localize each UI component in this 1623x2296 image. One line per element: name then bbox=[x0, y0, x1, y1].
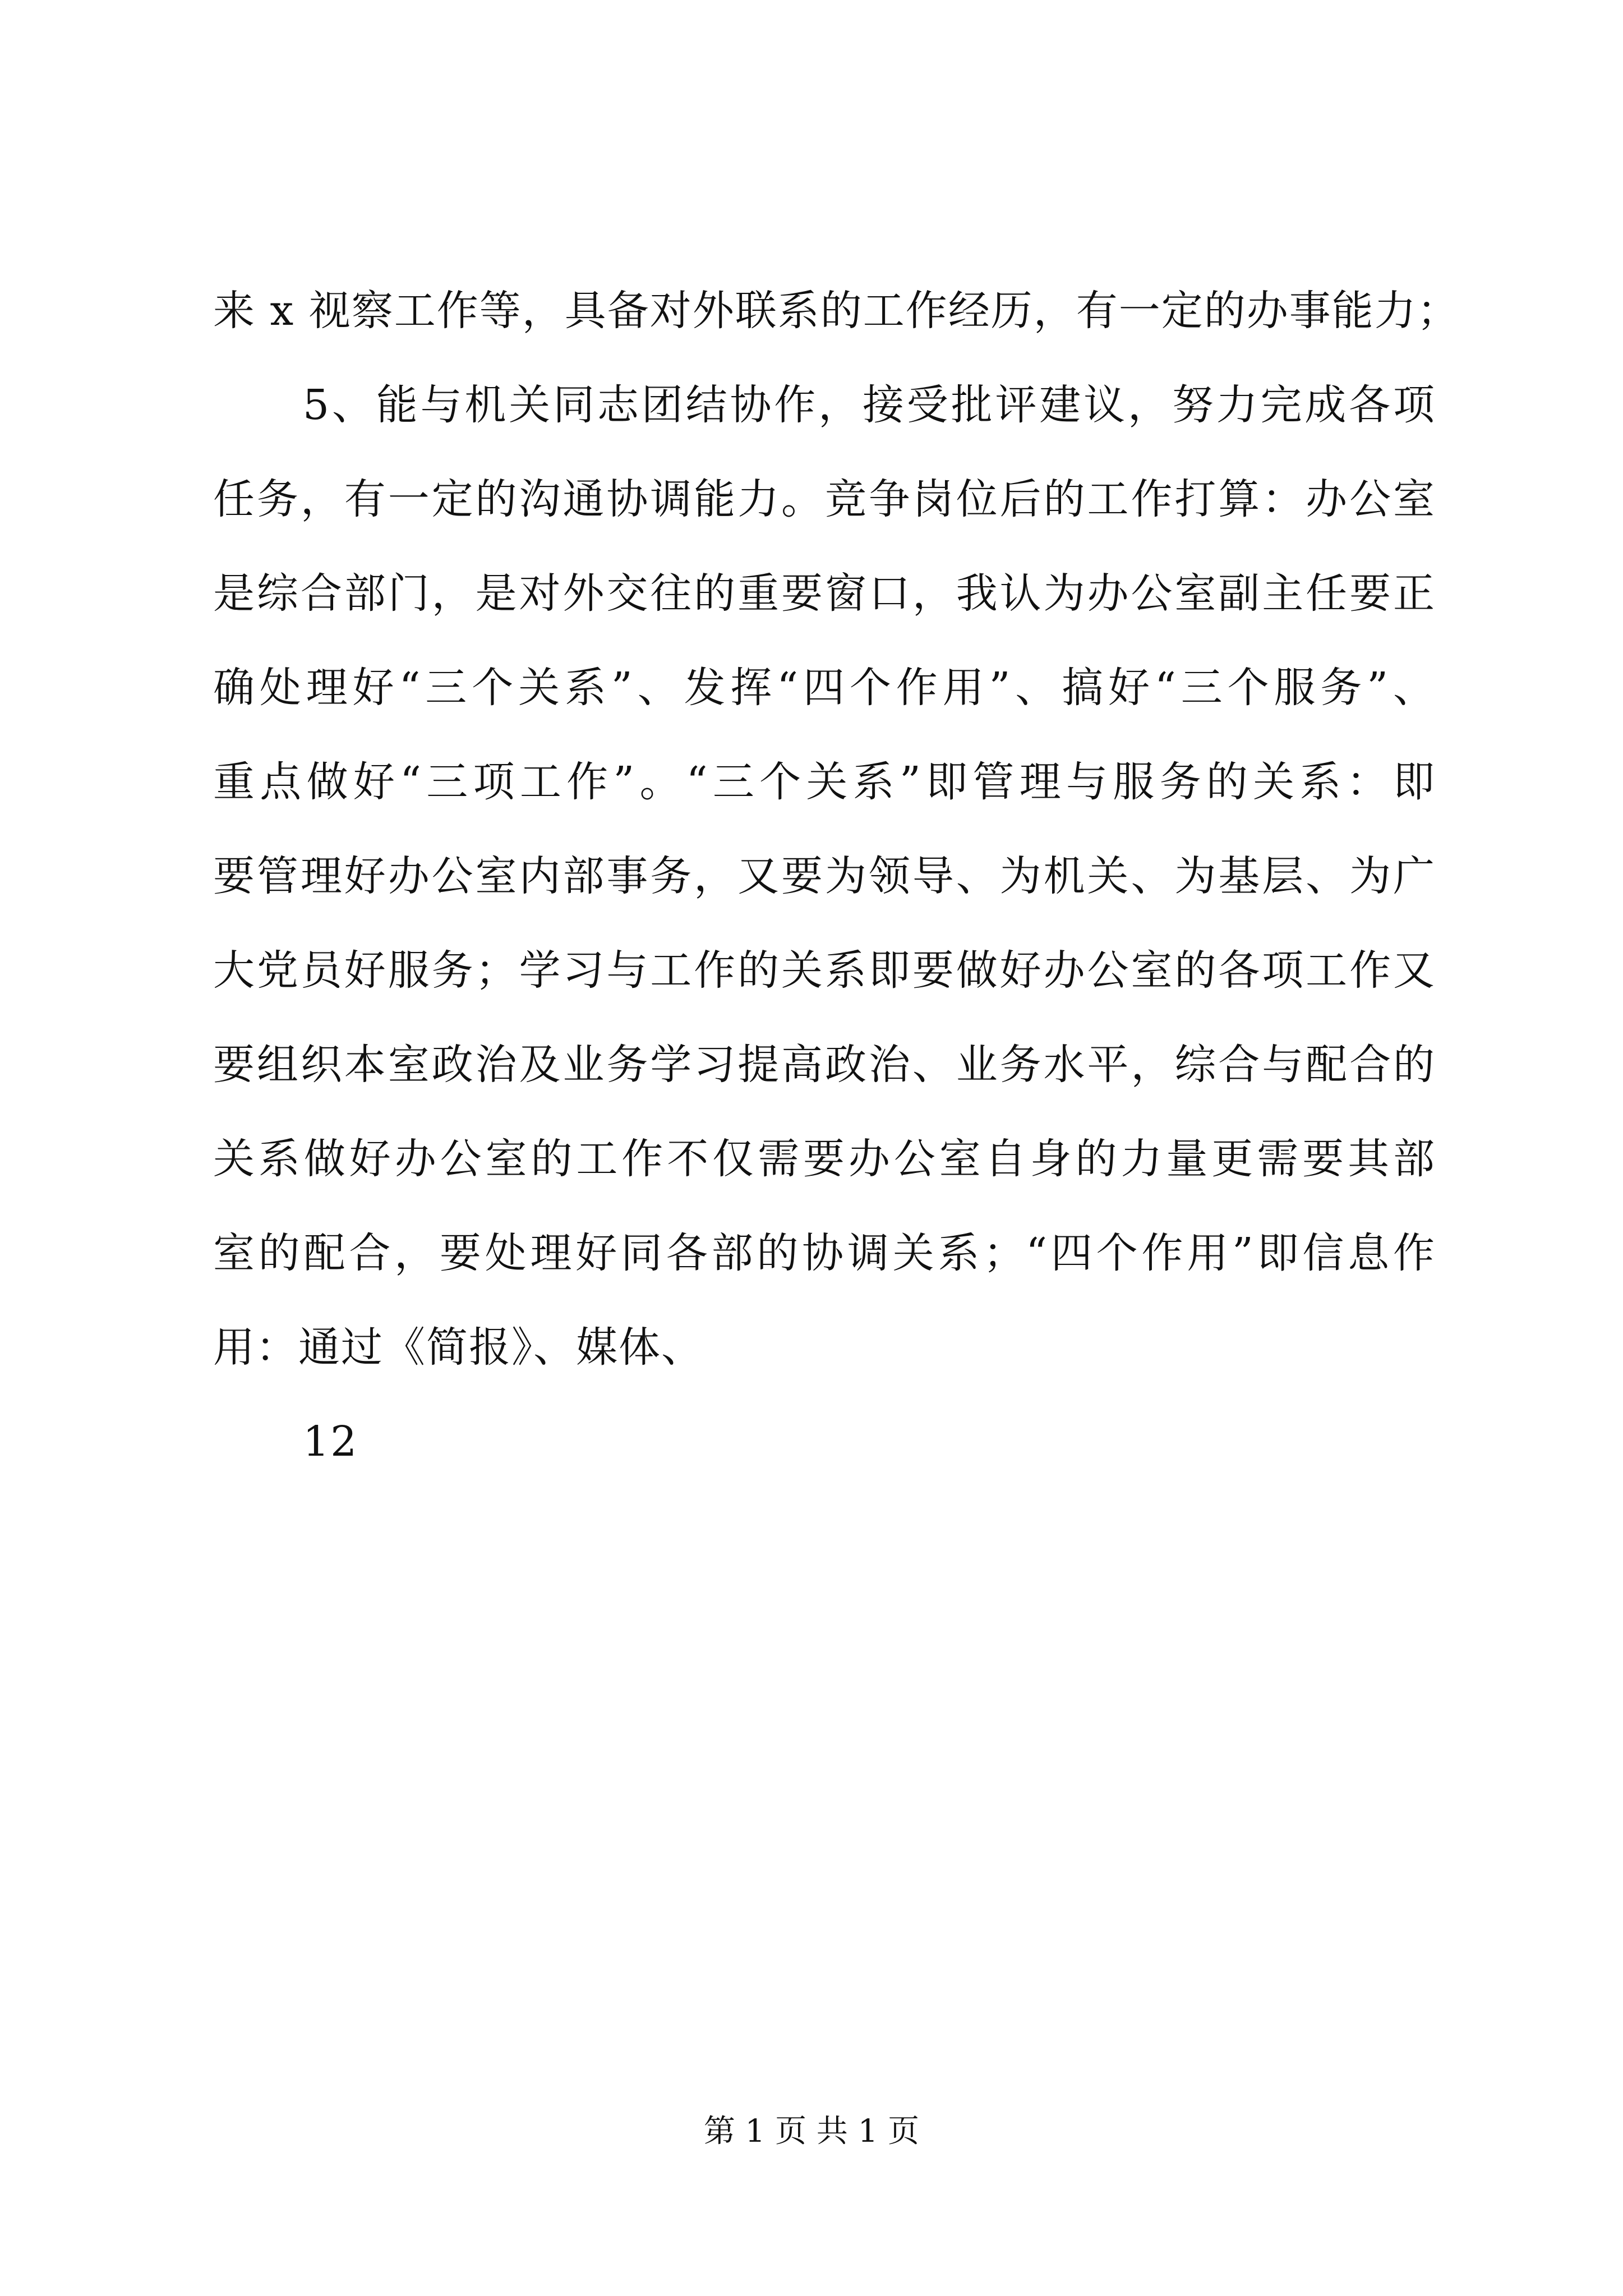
body-text bbox=[213, 264, 1460, 1489]
text-line: 关系做好办公室的工作不仅需要办公室自身的力量更需要其部 bbox=[213, 1135, 1436, 1183]
text-line: 是综合部门，是对外交往的重要窗口，我认为办公室副主任要正 bbox=[213, 569, 1436, 618]
text-line: 确处理好“三个关系”、发挥“四个作用”、搞好“三个服务”、 bbox=[213, 664, 1436, 712]
text-line: 室的配合，要处理好同各部的协调关系；“四个作用”即信息作 bbox=[213, 1229, 1436, 1277]
text-line: 要组织本室政治及业务学习提高政治、业务水平，综合与配合的 bbox=[213, 1041, 1436, 1089]
text-line: 用：通过《简报》、媒体、 bbox=[213, 1323, 704, 1372]
text-line: 12 bbox=[303, 1418, 358, 1466]
text-line: 重点做好“三项工作”。“三个关系”即管理与服务的关系：即 bbox=[213, 758, 1436, 806]
text-line: 来 x 视察工作等，具备对外联系的工作经历，有一定的办事能力； bbox=[213, 287, 1460, 335]
text-line: 任务，有一定的沟通协调能力。竞争岗位后的工作打算：办公室 bbox=[213, 475, 1436, 523]
text-line: 5、能与机关同志团结协作，接受批评建议，努力完成各项 bbox=[303, 381, 1436, 429]
text-line: 大党员好服务；学习与工作的关系即要做好办公室的各项工作又 bbox=[213, 946, 1436, 995]
page-footer: 第 1 页 共 1 页 bbox=[703, 2113, 920, 2150]
text-line: 要管理好办公室内部事务，又要为领导、为机关、为基层、为广 bbox=[213, 852, 1436, 900]
